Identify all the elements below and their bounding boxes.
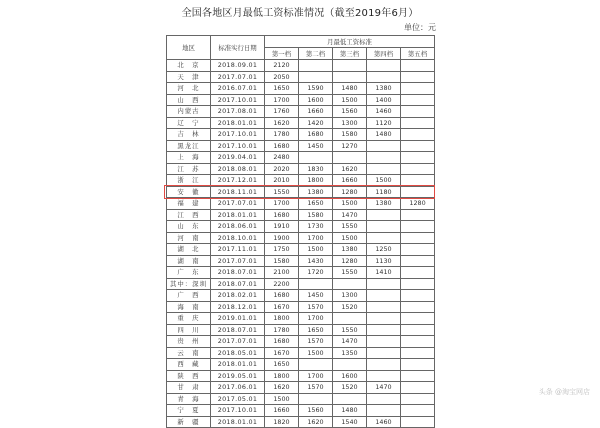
date-cell: 2017.07.01 bbox=[211, 255, 265, 267]
tier-1-cell: 2200 bbox=[265, 278, 299, 290]
tier-4-cell bbox=[367, 60, 401, 72]
tier-1-cell: 1660 bbox=[265, 405, 299, 417]
tier-1-cell: 2100 bbox=[265, 267, 299, 279]
region-cell: 天 津 bbox=[167, 71, 211, 83]
date-cell: 2018.09.01 bbox=[211, 60, 265, 72]
tier-5-cell bbox=[401, 370, 435, 382]
date-cell: 2018.01.01 bbox=[211, 209, 265, 221]
date-cell: 2017.07.01 bbox=[211, 71, 265, 83]
tier-2-cell: 1650 bbox=[299, 324, 333, 336]
date-cell: 2018.10.01 bbox=[211, 232, 265, 244]
region-cell: 上 海 bbox=[167, 152, 211, 164]
tier-5-cell bbox=[401, 163, 435, 175]
tier-3-cell: 1540 bbox=[333, 416, 367, 428]
date-cell: 2018.01.01 bbox=[211, 359, 265, 371]
tier-5-cell bbox=[401, 106, 435, 118]
tier-2-cell: 1650 bbox=[299, 198, 333, 210]
tier-5-cell bbox=[401, 152, 435, 164]
tier-4-cell bbox=[367, 359, 401, 371]
region-cell: 黑龙江 bbox=[167, 140, 211, 152]
tier-5-cell bbox=[401, 232, 435, 244]
tier-1-cell: 1500 bbox=[265, 393, 299, 405]
document-sheet bbox=[160, 7, 440, 426]
tier-1-cell: 1620 bbox=[265, 117, 299, 129]
tier-5-cell bbox=[401, 336, 435, 348]
tier-3-cell: 1470 bbox=[333, 209, 367, 221]
tier-2-cell: 1620 bbox=[299, 416, 333, 428]
date-cell: 2018.12.01 bbox=[211, 301, 265, 313]
tier-4-cell: 1470 bbox=[367, 382, 401, 394]
tier-3-cell: 1280 bbox=[333, 186, 367, 198]
tier-5-cell bbox=[401, 129, 435, 141]
tier-1-cell: 1580 bbox=[265, 255, 299, 267]
tier-4-cell bbox=[367, 163, 401, 175]
tier-4-cell bbox=[367, 301, 401, 313]
tier-3-cell: 1550 bbox=[333, 267, 367, 279]
tier-2-cell: 1570 bbox=[299, 382, 333, 394]
tier-4-cell bbox=[367, 336, 401, 348]
tier-1-cell: 1780 bbox=[265, 129, 299, 141]
date-cell: 2017.10.01 bbox=[211, 94, 265, 106]
table-row bbox=[167, 117, 435, 129]
tier-1-cell: 1550 bbox=[265, 186, 299, 198]
date-cell: 2018.08.01 bbox=[211, 163, 265, 175]
watermark: 头条 @淘宝网店 bbox=[538, 388, 590, 396]
tier-3-cell: 1560 bbox=[333, 106, 367, 118]
header-tier-5: 第五档 bbox=[401, 48, 435, 60]
tier-2-cell: 1420 bbox=[299, 117, 333, 129]
tier-2-cell bbox=[299, 71, 333, 83]
tier-3-cell: 1580 bbox=[333, 129, 367, 141]
region-cell: 江 苏 bbox=[167, 163, 211, 175]
tier-3-cell: 1550 bbox=[333, 221, 367, 233]
tier-3-cell bbox=[333, 60, 367, 72]
tier-3-cell: 1520 bbox=[333, 301, 367, 313]
header-tier-2: 第二档 bbox=[299, 48, 333, 60]
tier-5-cell: 1280 bbox=[401, 198, 435, 210]
tier-3-cell bbox=[333, 393, 367, 405]
tier-2-cell: 1430 bbox=[299, 255, 333, 267]
region-cell: 广 东 bbox=[167, 267, 211, 279]
table-row bbox=[167, 129, 435, 141]
tier-5-cell bbox=[401, 140, 435, 152]
tier-2-cell bbox=[299, 278, 333, 290]
table-row bbox=[167, 221, 435, 233]
tier-4-cell: 1380 bbox=[367, 198, 401, 210]
region-cell: 广 西 bbox=[167, 290, 211, 302]
date-cell: 2017.07.01 bbox=[211, 336, 265, 348]
tier-3-cell: 1480 bbox=[333, 83, 367, 95]
tier-3-cell: 1280 bbox=[333, 255, 367, 267]
table-row bbox=[167, 382, 435, 394]
region-cell: 河 北 bbox=[167, 83, 211, 95]
tier-5-cell bbox=[401, 209, 435, 221]
tier-4-cell bbox=[367, 370, 401, 382]
date-cell: 2018.07.01 bbox=[211, 267, 265, 279]
tier-5-cell bbox=[401, 382, 435, 394]
table-row bbox=[167, 336, 435, 348]
tier-3-cell: 1500 bbox=[333, 94, 367, 106]
tier-3-cell: 1350 bbox=[333, 347, 367, 359]
region-cell: 浙 江 bbox=[167, 175, 211, 187]
tier-5-cell bbox=[401, 60, 435, 72]
tier-2-cell: 1700 bbox=[299, 313, 333, 325]
region-cell: 海 南 bbox=[167, 301, 211, 313]
region-cell: 湖 北 bbox=[167, 244, 211, 256]
tier-1-cell: 2010 bbox=[265, 175, 299, 187]
tier-3-cell bbox=[333, 152, 367, 164]
tier-1-cell: 1620 bbox=[265, 382, 299, 394]
tier-1-cell: 1910 bbox=[265, 221, 299, 233]
tier-4-cell bbox=[367, 152, 401, 164]
date-cell: 2018.06.01 bbox=[211, 221, 265, 233]
tier-2-cell: 1560 bbox=[299, 405, 333, 417]
tier-1-cell: 1680 bbox=[265, 336, 299, 348]
tier-1-cell: 1900 bbox=[265, 232, 299, 244]
region-cell: 山 东 bbox=[167, 221, 211, 233]
tier-5-cell bbox=[401, 359, 435, 371]
date-cell: 2018.05.01 bbox=[211, 347, 265, 359]
tier-5-cell bbox=[401, 267, 435, 279]
table-row bbox=[167, 140, 435, 152]
tier-4-cell bbox=[367, 393, 401, 405]
tier-4-cell bbox=[367, 313, 401, 325]
tier-1-cell: 1680 bbox=[265, 140, 299, 152]
table-row bbox=[167, 232, 435, 244]
tier-3-cell bbox=[333, 359, 367, 371]
table-row bbox=[167, 313, 435, 325]
tier-5-cell bbox=[401, 186, 435, 198]
table-row bbox=[167, 244, 435, 256]
tier-2-cell bbox=[299, 152, 333, 164]
table-row bbox=[167, 290, 435, 302]
tier-1-cell: 2120 bbox=[265, 60, 299, 72]
date-cell: 2017.07.01 bbox=[211, 198, 265, 210]
tier-4-cell: 1410 bbox=[367, 267, 401, 279]
tier-4-cell bbox=[367, 405, 401, 417]
unit-label: 单位：元 bbox=[404, 23, 436, 32]
date-cell: 2018.01.01 bbox=[211, 117, 265, 129]
tier-4-cell: 1120 bbox=[367, 117, 401, 129]
region-cell: 陕 西 bbox=[167, 370, 211, 382]
header-date: 标准实行日期 bbox=[211, 36, 265, 60]
date-cell: 2017.11.01 bbox=[211, 244, 265, 256]
tier-1-cell: 1780 bbox=[265, 324, 299, 336]
tier-5-cell bbox=[401, 221, 435, 233]
tier-3-cell: 1500 bbox=[333, 198, 367, 210]
tier-4-cell: 1460 bbox=[367, 416, 401, 428]
tier-5-cell bbox=[401, 117, 435, 129]
tier-1-cell: 1820 bbox=[265, 416, 299, 428]
date-cell: 2016.07.01 bbox=[211, 83, 265, 95]
tier-4-cell bbox=[367, 290, 401, 302]
tier-5-cell bbox=[401, 313, 435, 325]
tier-3-cell: 1600 bbox=[333, 370, 367, 382]
table-row bbox=[167, 94, 435, 106]
tier-1-cell: 2020 bbox=[265, 163, 299, 175]
date-cell: 2017.08.01 bbox=[211, 106, 265, 118]
tier-2-cell bbox=[299, 60, 333, 72]
region-cell: 内蒙古 bbox=[167, 106, 211, 118]
table-row bbox=[167, 278, 435, 290]
region-cell: 西 藏 bbox=[167, 359, 211, 371]
date-cell: 2017.05.01 bbox=[211, 393, 265, 405]
table-row bbox=[167, 198, 435, 210]
tier-3-cell: 1480 bbox=[333, 405, 367, 417]
date-cell: 2019.05.01 bbox=[211, 370, 265, 382]
region-cell: 宁 夏 bbox=[167, 405, 211, 417]
tier-1-cell: 1670 bbox=[265, 301, 299, 313]
region-cell: 安 徽 bbox=[167, 186, 211, 198]
tier-4-cell bbox=[367, 140, 401, 152]
tier-4-cell: 1400 bbox=[367, 94, 401, 106]
date-cell: 2017.10.01 bbox=[211, 140, 265, 152]
region-cell: 其中：深圳 bbox=[167, 278, 211, 290]
region-cell: 新 疆 bbox=[167, 416, 211, 428]
tier-4-cell bbox=[367, 232, 401, 244]
tier-4-cell bbox=[367, 324, 401, 336]
tier-4-cell: 1180 bbox=[367, 186, 401, 198]
tier-2-cell: 1660 bbox=[299, 106, 333, 118]
tier-1-cell: 1650 bbox=[265, 83, 299, 95]
table-row bbox=[167, 71, 435, 83]
tier-2-cell: 1500 bbox=[299, 347, 333, 359]
region-cell: 云 南 bbox=[167, 347, 211, 359]
tier-4-cell: 1460 bbox=[367, 106, 401, 118]
document-title: 全国各地区月最低工资标准情况（截至2019年6月） bbox=[181, 8, 419, 19]
table-row bbox=[167, 152, 435, 164]
region-cell: 河 南 bbox=[167, 232, 211, 244]
tier-2-cell: 1680 bbox=[299, 129, 333, 141]
tier-4-cell: 1480 bbox=[367, 129, 401, 141]
tier-5-cell bbox=[401, 416, 435, 428]
date-cell: 2017.06.01 bbox=[211, 382, 265, 394]
table-row bbox=[167, 267, 435, 279]
table-row bbox=[167, 106, 435, 118]
table-header bbox=[167, 36, 435, 60]
header-group: 月最低工资标准 bbox=[265, 36, 435, 48]
tier-5-cell bbox=[401, 278, 435, 290]
tier-2-cell: 1700 bbox=[299, 370, 333, 382]
table-body bbox=[167, 60, 435, 428]
tier-3-cell bbox=[333, 313, 367, 325]
table-row bbox=[167, 347, 435, 359]
tier-1-cell: 1680 bbox=[265, 290, 299, 302]
tier-1-cell: 1700 bbox=[265, 94, 299, 106]
tier-5-cell bbox=[401, 175, 435, 187]
region-cell: 四 川 bbox=[167, 324, 211, 336]
region-cell: 辽 宁 bbox=[167, 117, 211, 129]
tier-1-cell: 1800 bbox=[265, 313, 299, 325]
date-cell: 2019.04.01 bbox=[211, 152, 265, 164]
tier-2-cell: 1800 bbox=[299, 175, 333, 187]
tier-1-cell: 1700 bbox=[265, 198, 299, 210]
tier-2-cell: 1580 bbox=[299, 209, 333, 221]
region-cell: 湖 南 bbox=[167, 255, 211, 267]
date-cell: 2017.10.01 bbox=[211, 405, 265, 417]
tier-4-cell bbox=[367, 221, 401, 233]
tier-5-cell bbox=[401, 94, 435, 106]
tier-5-cell bbox=[401, 290, 435, 302]
table-row bbox=[167, 301, 435, 313]
table-row bbox=[167, 175, 435, 187]
tier-1-cell: 1650 bbox=[265, 359, 299, 371]
tier-2-cell: 1730 bbox=[299, 221, 333, 233]
table-row bbox=[167, 255, 435, 267]
table-row bbox=[167, 60, 435, 72]
tier-3-cell: 1520 bbox=[333, 382, 367, 394]
tier-3-cell bbox=[333, 278, 367, 290]
tier-2-cell bbox=[299, 359, 333, 371]
header-tier-3: 第三档 bbox=[333, 48, 367, 60]
tier-4-cell: 1380 bbox=[367, 83, 401, 95]
wage-table bbox=[166, 35, 435, 428]
tier-2-cell bbox=[299, 393, 333, 405]
tier-1-cell: 1750 bbox=[265, 244, 299, 256]
tier-3-cell: 1270 bbox=[333, 140, 367, 152]
tier-4-cell: 1130 bbox=[367, 255, 401, 267]
tier-5-cell bbox=[401, 324, 435, 336]
tier-5-cell bbox=[401, 71, 435, 83]
tier-4-cell bbox=[367, 71, 401, 83]
tier-3-cell: 1300 bbox=[333, 117, 367, 129]
region-cell: 山 西 bbox=[167, 94, 211, 106]
tier-5-cell bbox=[401, 347, 435, 359]
date-cell: 2018.01.01 bbox=[211, 416, 265, 428]
region-cell: 重 庆 bbox=[167, 313, 211, 325]
tier-1-cell: 1760 bbox=[265, 106, 299, 118]
tier-2-cell: 1700 bbox=[299, 232, 333, 244]
tier-2-cell: 1500 bbox=[299, 244, 333, 256]
date-cell: 2017.12.01 bbox=[211, 175, 265, 187]
table-row bbox=[167, 393, 435, 405]
tier-2-cell: 1600 bbox=[299, 94, 333, 106]
tier-5-cell bbox=[401, 83, 435, 95]
tier-3-cell: 1300 bbox=[333, 290, 367, 302]
tier-3-cell: 1550 bbox=[333, 324, 367, 336]
date-cell: 2018.07.01 bbox=[211, 278, 265, 290]
tier-1-cell: 1800 bbox=[265, 370, 299, 382]
date-cell: 2018.11.01 bbox=[211, 186, 265, 198]
tier-2-cell: 1570 bbox=[299, 336, 333, 348]
tier-2-cell: 1720 bbox=[299, 267, 333, 279]
tier-2-cell: 1830 bbox=[299, 163, 333, 175]
date-cell: 2018.02.01 bbox=[211, 290, 265, 302]
table-row bbox=[167, 405, 435, 417]
tier-2-cell: 1380 bbox=[299, 186, 333, 198]
region-cell: 贵 州 bbox=[167, 336, 211, 348]
tier-4-cell: 1500 bbox=[367, 175, 401, 187]
tier-1-cell: 1670 bbox=[265, 347, 299, 359]
tier-4-cell: 1250 bbox=[367, 244, 401, 256]
table-row bbox=[167, 416, 435, 428]
tier-3-cell: 1500 bbox=[333, 232, 367, 244]
tier-3-cell: 1660 bbox=[333, 175, 367, 187]
date-cell: 2017.10.01 bbox=[211, 129, 265, 141]
tier-3-cell: 1380 bbox=[333, 244, 367, 256]
header-tier-4: 第四档 bbox=[367, 48, 401, 60]
tier-5-cell bbox=[401, 393, 435, 405]
region-cell: 福 建 bbox=[167, 198, 211, 210]
tier-4-cell bbox=[367, 278, 401, 290]
table-row bbox=[167, 209, 435, 221]
table-row bbox=[167, 83, 435, 95]
tier-5-cell bbox=[401, 255, 435, 267]
tier-1-cell: 2480 bbox=[265, 152, 299, 164]
table-row bbox=[167, 324, 435, 336]
tier-3-cell: 1620 bbox=[333, 163, 367, 175]
region-cell: 江 西 bbox=[167, 209, 211, 221]
header-region: 地区 bbox=[167, 36, 211, 60]
tier-3-cell: 1470 bbox=[333, 336, 367, 348]
tier-4-cell bbox=[367, 347, 401, 359]
table-row bbox=[167, 359, 435, 371]
tier-1-cell: 2050 bbox=[265, 71, 299, 83]
table-row-highlighted bbox=[167, 186, 435, 198]
tier-5-cell bbox=[401, 301, 435, 313]
region-cell: 青 海 bbox=[167, 393, 211, 405]
date-cell: 2019.01.01 bbox=[211, 313, 265, 325]
tier-5-cell bbox=[401, 405, 435, 417]
region-cell: 吉 林 bbox=[167, 129, 211, 141]
table-row bbox=[167, 163, 435, 175]
region-cell: 北 京 bbox=[167, 60, 211, 72]
tier-5-cell bbox=[401, 244, 435, 256]
tier-2-cell: 1450 bbox=[299, 290, 333, 302]
tier-2-cell: 1450 bbox=[299, 140, 333, 152]
tier-3-cell bbox=[333, 71, 367, 83]
header-tier-1: 第一档 bbox=[265, 48, 299, 60]
table-row bbox=[167, 370, 435, 382]
date-cell: 2018.07.01 bbox=[211, 324, 265, 336]
tier-1-cell: 1680 bbox=[265, 209, 299, 221]
tier-2-cell: 1570 bbox=[299, 301, 333, 313]
tier-4-cell bbox=[367, 209, 401, 221]
tier-2-cell: 1590 bbox=[299, 83, 333, 95]
region-cell: 甘 肃 bbox=[167, 382, 211, 394]
